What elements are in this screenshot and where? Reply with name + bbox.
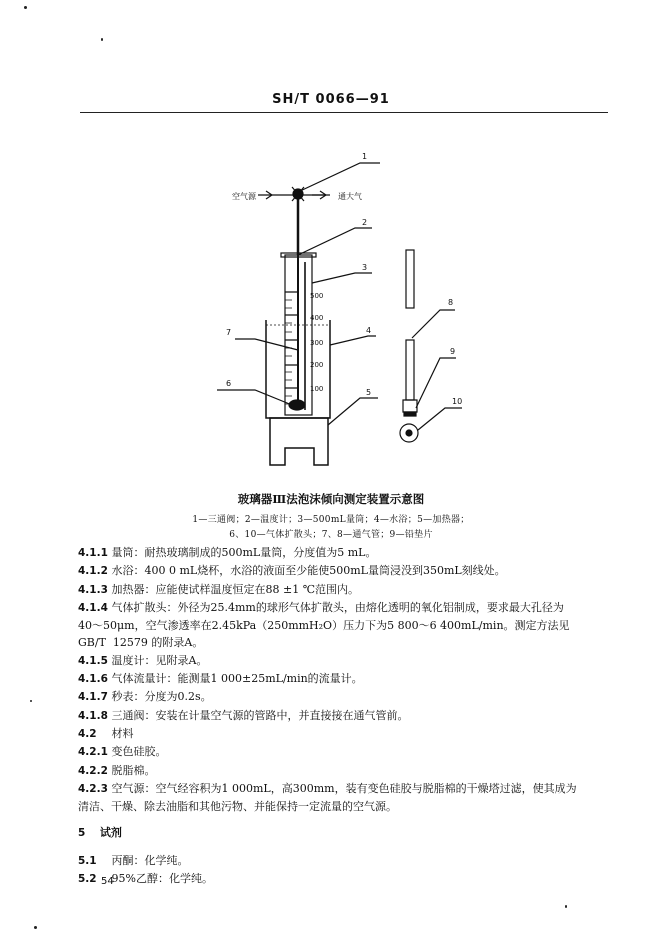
callout-3: 3 (362, 263, 368, 272)
document-body (78, 544, 608, 888)
clause-4-2-3: 4.2.3 空气源：空气经容积为1 000mL，高300mm，装有变色硅胶与脱脂棉的干燥塔过滤，使其成为 (78, 781, 577, 795)
label-to-atmosphere: 通大气 (338, 192, 362, 201)
clause-4-1-4: 4.1.4 气体扩散头：外径为25.4mm的球形气体扩散头，由熔化透明的氧化铝制成，要求最大孔径为 (78, 600, 564, 614)
page-number: 54 (101, 876, 114, 887)
clause-4-2-2: 4.2.2 脱脂棉。 (78, 763, 156, 777)
header-rule (80, 112, 608, 113)
scan-speck (34, 926, 37, 929)
callout-leader-10 (418, 408, 462, 430)
clause-4-1-6: 4.1.6 气体流量计：能测量1 000±25mL/min的流量计。 (78, 672, 363, 686)
arrow-to-atmosphere (312, 191, 326, 199)
scale-300: 300 (310, 339, 324, 347)
clause-4-1-8: 4.1.8 三通阀：安装在计量空气源的管路中，并直接接在通气管前。 (78, 708, 409, 722)
callout-5: 5 (366, 388, 372, 397)
callout-8: 8 (448, 298, 454, 307)
separate-gas-tube (406, 250, 414, 308)
callout-leader-8 (412, 310, 455, 338)
arrow-air-in (258, 191, 272, 199)
scale-500: 500 (310, 292, 324, 300)
callout-2: 2 (362, 218, 368, 227)
figure-legend-line-2: 6、10—气体扩散头；7、8—通气管；9—铅垫片 (229, 530, 433, 540)
callout-10: 10 (452, 397, 463, 406)
clause-4-2-1: 4.2.1 变色硅胶。 (78, 745, 167, 759)
clause-4-1-7: 4.1.7 秒表：分度为0.2s。 (78, 690, 212, 704)
heater-stand (270, 418, 328, 465)
figure-caption: 玻璃器Ⅲ法泡沫倾向测定装置示意图 (237, 492, 425, 506)
clause-4-1-5: 4.1.5 温度计：见附录A。 (78, 653, 208, 667)
clause-5-2: 5.2 95%乙醇：化学纯。 (78, 872, 213, 886)
clause-4-2: 4.2 材料 (78, 726, 134, 740)
clause-4-2-3-cont-1: 清洁、干燥、除去油脂和其他污物、并能保持一定流量的空气源。 (78, 800, 397, 814)
scan-speck (30, 700, 32, 702)
scale-200: 200 (310, 361, 324, 369)
clause-4-1-4-cont-1: 40～50μm，空气渗透率在2.45kPa（250mmH₂O）压力下为5 800～6 400mL/min。测定方法见 (78, 619, 570, 633)
scan-speck (101, 38, 103, 41)
callout-leader-5 (328, 398, 378, 425)
clause-4-1-1: 4.1.1 量筒：耐热玻璃制成的500mL量筒，分度值为5 mL。 (78, 546, 377, 559)
callout-leader-6 (217, 390, 292, 405)
callout-4: 4 (366, 326, 372, 335)
label-air-source: 空气源 (232, 192, 256, 201)
figure-legend-line-1: 1—三通阀；2—温度计；3—500mL量筒；4—水浴；5—加热器； (192, 515, 470, 525)
section-5-heading: 5 试剂 (78, 826, 122, 840)
callout-7: 7 (226, 328, 232, 337)
scale-400: 400 (310, 314, 324, 322)
callout-leader-3 (312, 273, 372, 283)
callout-6: 6 (226, 379, 232, 388)
callout-leader-9 (416, 358, 456, 408)
callout-9: 9 (450, 347, 456, 356)
document-code-header: SH/T 0066—91 (272, 92, 390, 107)
apparatus-figure (0, 140, 662, 480)
clause-4-1-2: 4.1.2 水浴：400 0 mL烧杯，水浴的液面至少能使500mL量筒浸没到350mL刻线处。 (78, 564, 506, 578)
callout-leader-1 (298, 163, 380, 192)
clause-4-1-3: 4.1.3 加热器：应能使试样温度恒定在88 ±1 ℃范围内。 (78, 582, 360, 596)
clause-4-1-4-cont-2: GB/T 12579 的附录A。 (78, 636, 204, 650)
clause-5-1: 5.1 丙酮：化学纯。 (78, 853, 189, 867)
scan-speck (565, 905, 567, 908)
scale-100: 100 (310, 385, 324, 393)
scan-speck (24, 6, 27, 9)
callout-1: 1 (362, 152, 368, 161)
callout-leader-4 (330, 336, 376, 345)
callout-leader-2 (298, 228, 372, 255)
